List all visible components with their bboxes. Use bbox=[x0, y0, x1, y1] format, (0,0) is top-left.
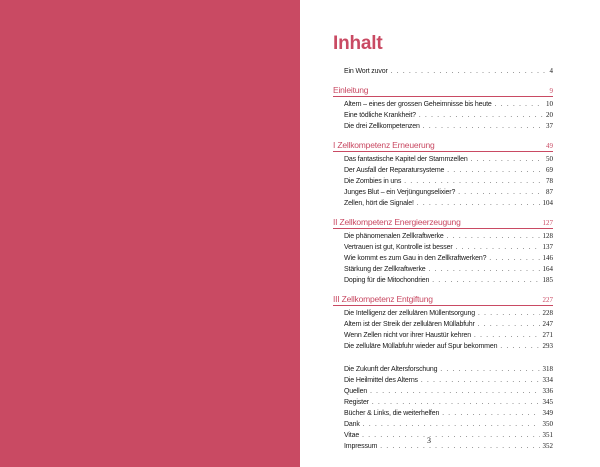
page-number: 3 bbox=[427, 436, 431, 445]
toc-section-heading bbox=[333, 84, 553, 97]
toc-entry-title: Altern ist der Streik der zellulären Müllabfuhr bbox=[344, 321, 475, 328]
toc-entry-title: Eine tödliche Krankheit? bbox=[344, 112, 416, 119]
toc-entry-page: 164 bbox=[542, 265, 553, 273]
section-page: 227 bbox=[542, 296, 553, 304]
toc-entry-page: 318 bbox=[542, 365, 553, 373]
toc-entry bbox=[333, 330, 553, 341]
toc-entry bbox=[333, 264, 553, 275]
toc-entry-page: 271 bbox=[542, 331, 553, 339]
toc-entry-page: 4 bbox=[549, 67, 553, 75]
toc-entry-title: Der Ausfall der Reparatursysteme bbox=[344, 167, 445, 174]
dot-leader bbox=[404, 176, 543, 187]
toc-entry bbox=[333, 121, 553, 132]
dot-leader bbox=[478, 319, 540, 330]
dot-leader bbox=[471, 154, 543, 165]
toc-entry-title: Zellen, hört die Signale! bbox=[344, 200, 414, 207]
section-title: I Zellkompetenz Erneuerung bbox=[333, 140, 435, 150]
toc-entry bbox=[333, 242, 553, 253]
toc-entry bbox=[333, 165, 553, 176]
dot-leader bbox=[474, 330, 539, 341]
toc-section-heading bbox=[333, 139, 553, 152]
toc-entry-page: 336 bbox=[542, 387, 553, 395]
dot-leader bbox=[478, 308, 540, 319]
dot-leader bbox=[447, 231, 540, 242]
dot-leader bbox=[380, 441, 539, 452]
toc-entry bbox=[333, 375, 553, 386]
section-title: Einleitung bbox=[333, 85, 369, 95]
toc-entry-title: Die Zukunft der Altersforschung bbox=[344, 366, 438, 373]
section-title: III Zellkompetenz Entgiftung bbox=[333, 294, 433, 304]
toc-entry-title: Altern – eines der grossen Geheimnisse bis heute bbox=[344, 101, 492, 108]
dot-leader bbox=[442, 408, 539, 419]
toc-entry bbox=[333, 176, 553, 187]
toc-entry-title: Die drei Zellkompetenzen bbox=[344, 123, 420, 130]
dot-leader bbox=[456, 242, 540, 253]
toc-entry-page: 293 bbox=[542, 342, 553, 350]
toc-entry-page: 87 bbox=[546, 188, 553, 196]
toc-entry-page: 228 bbox=[542, 309, 553, 317]
toc-entry bbox=[333, 419, 553, 430]
section-page: 127 bbox=[542, 219, 553, 227]
toc-entry-title: Die Zombies in uns bbox=[344, 178, 402, 185]
dot-leader bbox=[458, 187, 543, 198]
toc-section-heading bbox=[333, 216, 553, 229]
toc-entry bbox=[333, 386, 553, 397]
toc-entry-page: 37 bbox=[546, 122, 553, 130]
section-title: II Zellkompetenz Energieerzeugung bbox=[333, 217, 461, 227]
toc-entry bbox=[333, 275, 553, 286]
dot-leader bbox=[489, 253, 539, 264]
toc-entry-title: Vertrauen ist gut, Kontrolle ist besser bbox=[344, 244, 453, 251]
toc-entry-page: 137 bbox=[542, 243, 553, 251]
toc-entry bbox=[333, 308, 553, 319]
toc-entry-page: 10 bbox=[546, 100, 553, 108]
dot-leader bbox=[447, 165, 543, 176]
dot-leader bbox=[363, 419, 540, 430]
toc-entry-title: Das fantastische Kapitel der Stammzellen bbox=[344, 156, 468, 163]
dot-leader bbox=[417, 198, 540, 209]
dot-leader bbox=[370, 386, 539, 397]
toc-entry-page: 104 bbox=[542, 199, 553, 207]
toc-section-heading bbox=[333, 293, 553, 306]
dot-leader bbox=[423, 121, 543, 132]
dot-leader bbox=[429, 264, 540, 275]
dot-leader bbox=[440, 364, 539, 375]
toc-entry-title: Ein Wort zuvor bbox=[344, 68, 388, 75]
toc-entry-page: 345 bbox=[542, 398, 553, 406]
dot-leader bbox=[372, 397, 540, 408]
section-page: 49 bbox=[546, 142, 553, 150]
toc-entry-title: Junges Blut – ein Verjüngungselixier? bbox=[344, 189, 456, 196]
dot-leader bbox=[432, 275, 539, 286]
toc-entry-title: Impressum bbox=[344, 443, 378, 450]
toc-entry bbox=[333, 231, 553, 242]
toc-entry-page: 69 bbox=[546, 166, 553, 174]
toc-entry bbox=[333, 408, 553, 419]
toc-entry-page: 185 bbox=[542, 276, 553, 284]
toc-entry-page: 352 bbox=[542, 442, 553, 450]
toc-entry-title: Stärkung der Zellkraftwerke bbox=[344, 266, 426, 273]
toc-entry-title: Register bbox=[344, 399, 369, 406]
toc-entry-page: 146 bbox=[542, 254, 553, 262]
dot-leader bbox=[362, 430, 539, 441]
toc-entry-title: Vitae bbox=[344, 432, 360, 439]
toc-entry bbox=[333, 187, 553, 198]
dot-leader bbox=[495, 99, 543, 110]
dot-leader bbox=[500, 341, 539, 352]
toc-entry bbox=[333, 154, 553, 165]
toc-entry bbox=[333, 430, 553, 441]
dot-leader bbox=[419, 110, 543, 121]
dot-leader bbox=[421, 375, 540, 386]
dot-leader bbox=[391, 66, 547, 77]
toc-entry-title: Dank bbox=[344, 421, 360, 428]
toc-entry-page: 128 bbox=[542, 232, 553, 240]
toc-entry-page: 350 bbox=[542, 420, 553, 428]
toc-entry-page: 334 bbox=[542, 376, 553, 384]
toc-entry-title: Bücher & Links, die weiterhelfen bbox=[344, 410, 440, 417]
toc-entry-title: Wenn Zellen nicht vor ihrer Haustür kehren bbox=[344, 332, 472, 339]
toc-entry-page: 50 bbox=[546, 155, 553, 163]
toc-entry bbox=[333, 441, 553, 452]
toc-entry bbox=[333, 198, 553, 209]
toc-entry bbox=[333, 110, 553, 121]
toc-entry bbox=[333, 253, 553, 264]
toc-entry-title: Die Intelligenz der zellulären Müllentsorgung bbox=[344, 310, 475, 317]
toc-entry-title: Wie kommt es zum Gau in den Zellkraftwerken? bbox=[344, 255, 487, 262]
toc-entry-page: 78 bbox=[546, 177, 553, 185]
section-page: 9 bbox=[549, 87, 553, 95]
toc-entry bbox=[333, 99, 553, 110]
toc-entry-title: Die zelluläre Müllabfuhr wieder auf Spur bekommen bbox=[344, 343, 498, 350]
toc-entry-title: Die phänomenalen Zellkraftwerke bbox=[344, 233, 444, 240]
toc-entry-intro bbox=[333, 66, 553, 77]
table-of-contents bbox=[333, 66, 553, 452]
toc-entry-page: 349 bbox=[542, 409, 553, 417]
toc-entry bbox=[333, 364, 553, 375]
toc-entry-page: 351 bbox=[542, 431, 553, 439]
toc-entry-title: Quellen bbox=[344, 388, 368, 395]
toc-entry-title: Die Heilmittel des Alterns bbox=[344, 377, 418, 384]
toc-entry-page: 20 bbox=[546, 111, 553, 119]
toc-entry-page: 247 bbox=[542, 320, 553, 328]
toc-entry bbox=[333, 397, 553, 408]
toc-entry bbox=[333, 319, 553, 330]
spacer bbox=[333, 352, 553, 364]
toc-heading: Inhalt bbox=[333, 33, 383, 54]
toc-entry-title: Doping für die Mitochondrien bbox=[344, 277, 430, 284]
toc-entry bbox=[333, 341, 553, 352]
